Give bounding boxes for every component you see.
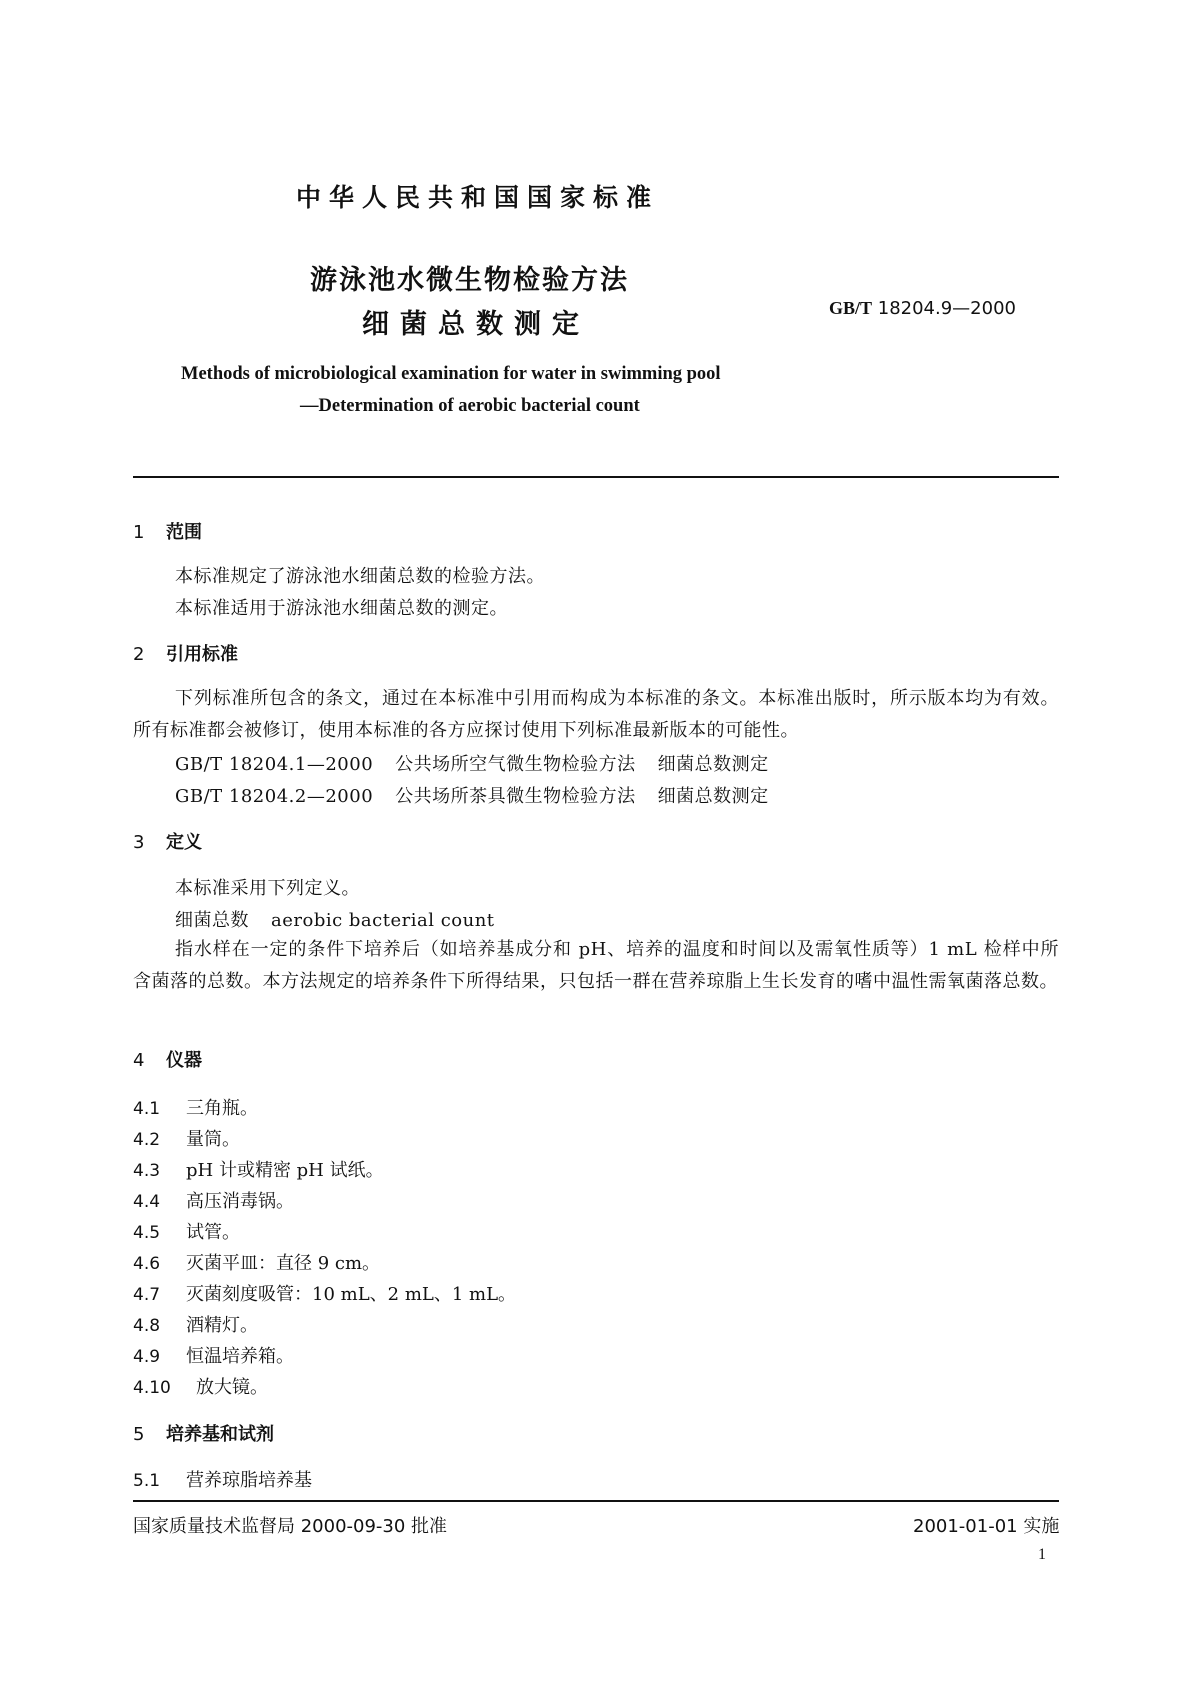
section-heading-3 — [133, 828, 202, 854]
standard-code — [829, 298, 1016, 319]
instrument-item — [133, 1218, 240, 1244]
section-title: 培养基和试剂 — [166, 1424, 274, 1445]
instrument-item — [133, 1187, 294, 1213]
instrument-item — [133, 1342, 294, 1368]
section3-paragraph1: 本标准采用下列定义。 — [175, 878, 360, 899]
item-number: 4.10 — [133, 1378, 171, 1398]
definition-term-en: aerobic bacterial count — [271, 910, 495, 931]
national-standard-heading: 中华人民共和国国家标准 — [296, 183, 660, 212]
instrument-item — [133, 1094, 258, 1120]
footer-divider — [133, 1500, 1059, 1502]
instrument-item — [133, 1373, 268, 1399]
reference-title: 公共场所茶具微生物检验方法 — [395, 786, 636, 807]
section-number: 2 — [133, 644, 145, 665]
item-number: 4.8 — [133, 1316, 161, 1336]
reference-item — [175, 750, 769, 776]
section-number: 1 — [133, 522, 145, 543]
section-heading-5 — [133, 1420, 274, 1446]
instrument-item — [133, 1280, 516, 1306]
item-text: 灭菌刻度吸管：10 mL、2 mL、1 mL。 — [186, 1284, 517, 1305]
section-heading-4 — [133, 1046, 202, 1072]
section-number: 4 — [133, 1050, 145, 1071]
definition-term — [175, 906, 495, 932]
definition-term-cn: 细菌总数 — [175, 910, 249, 931]
english-title-line2: —Determination of aerobic bacterial count — [300, 396, 640, 416]
standard-code-prefix: GB/T — [829, 298, 873, 318]
instrument-item — [133, 1125, 240, 1151]
instrument-item — [133, 1156, 384, 1182]
reference-subtitle: 细菌总数测定 — [657, 754, 769, 775]
section-title: 定义 — [166, 832, 202, 853]
item-text: 量筒。 — [186, 1129, 240, 1150]
english-title-line1: Methods of microbiological examination for water in swimming pool — [181, 364, 721, 384]
reagent-item — [133, 1466, 312, 1492]
item-text: 营养琼脂培养基 — [186, 1470, 312, 1491]
section-number: 5 — [133, 1424, 145, 1445]
header-divider — [133, 476, 1059, 478]
item-text: pH 计或精密 pH 试纸。 — [186, 1160, 384, 1181]
item-number: 4.3 — [133, 1161, 161, 1181]
reference-item — [175, 782, 769, 808]
instrument-item — [133, 1249, 380, 1275]
section-heading-2 — [133, 640, 238, 666]
item-number: 5.1 — [133, 1471, 161, 1491]
reference-code: GB/T 18204.2—2000 — [175, 786, 374, 807]
section-number: 3 — [133, 832, 145, 853]
instrument-item — [133, 1311, 258, 1337]
item-text: 酒精灯。 — [186, 1315, 258, 1336]
item-number: 4.1 — [133, 1099, 161, 1119]
section1-paragraph2: 本标准适用于游泳池水细菌总数的测定。 — [175, 598, 508, 619]
item-number: 4.6 — [133, 1254, 161, 1274]
approval-note: 国家质量技术监督局 2000-09-30 批准 — [133, 1516, 448, 1537]
item-text: 三角瓶。 — [186, 1098, 258, 1119]
effective-date: 2001-01-01 实施 — [913, 1516, 1060, 1537]
item-text: 放大镜。 — [196, 1377, 268, 1398]
definition-paragraph: 指水样在一定的条件下培养后（如培养基成分和 pH、培养的温度和时间以及需氧性质等）1 mL 检样中所含菌落的总数。本方法规定的培养条件下所得结果，只包括一群在营养琼脂上生长发育的嗜中温性需氧菌落总数。 — [133, 939, 1059, 992]
reference-subtitle: 细菌总数测定 — [657, 786, 769, 807]
item-number: 4.5 — [133, 1223, 161, 1243]
section-title: 引用标准 — [166, 644, 238, 665]
item-text: 灭菌平皿：直径 9 cm。 — [186, 1253, 381, 1274]
item-number: 4.9 — [133, 1347, 161, 1367]
section2-paragraph: 下列标准所包含的条文，通过在本标准中引用而构成为本标准的条文。本标准出版时，所示版本均为有效。所有标准都会被修订，使用本标准的各方应探讨使用下列标准最新版本的可能性。 — [133, 688, 1059, 741]
item-text: 恒温培养箱。 — [186, 1346, 294, 1367]
document-title-line1: 游泳池水微生物检验方法 — [310, 265, 629, 296]
section1-paragraph1: 本标准规定了游泳池水细菌总数的检验方法。 — [175, 566, 545, 587]
reference-title: 公共场所空气微生物检验方法 — [395, 754, 636, 775]
section-heading-1 — [133, 518, 202, 544]
item-number: 4.7 — [133, 1285, 161, 1305]
item-text: 试管。 — [186, 1222, 240, 1243]
document-title-line2: 细菌总数测定 — [362, 309, 590, 340]
section-title: 仪器 — [166, 1050, 202, 1071]
reference-code: GB/T 18204.1—2000 — [175, 754, 374, 775]
item-number: 4.4 — [133, 1192, 161, 1212]
page-number: 1 — [1038, 1546, 1046, 1563]
section-title: 范围 — [166, 522, 202, 543]
standard-code-number: 18204.9—2000 — [877, 298, 1016, 319]
item-text: 高压消毒锅。 — [186, 1191, 294, 1212]
item-number: 4.2 — [133, 1130, 161, 1150]
